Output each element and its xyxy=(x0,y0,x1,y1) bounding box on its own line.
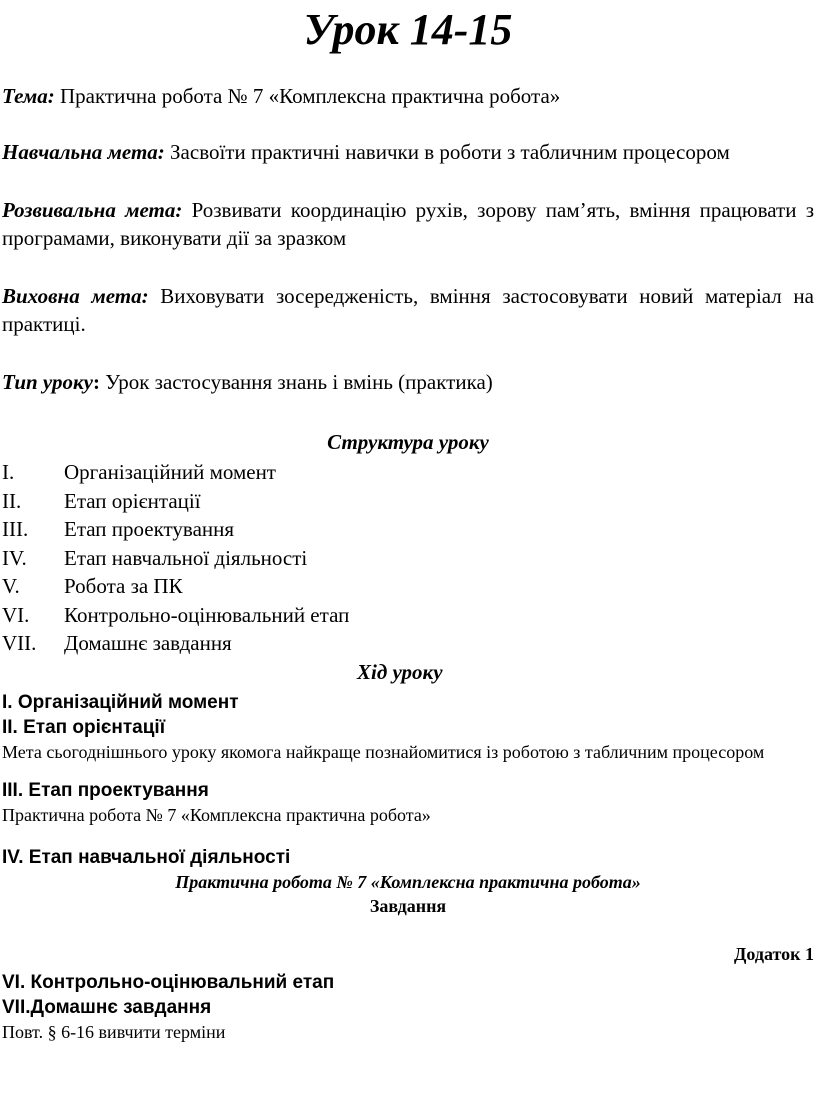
developmental-goal-paragraph xyxy=(2,196,814,252)
lesson-type-colon: : xyxy=(92,370,100,394)
list-item-number: VI. xyxy=(2,602,30,627)
section-3-heading: III. Етап проектування xyxy=(2,779,209,801)
section-1-heading: I. Організаційний момент xyxy=(2,691,239,713)
list-item-text: Домашнє завдання xyxy=(64,631,232,655)
list-item xyxy=(2,601,814,630)
structure-list xyxy=(2,458,814,658)
list-item-number: II. xyxy=(2,488,22,513)
upbringing-goal-text: Виховувати зосередженість, вміння застосовувати новий матеріал на практиці. xyxy=(2,284,814,336)
section-6-heading: VI. Контрольно-оцінювальний етап xyxy=(2,971,335,993)
list-item-number: I. xyxy=(2,460,15,484)
topic-text: Практична робота № 7 «Комплексна практична робота» xyxy=(54,84,561,108)
list-item-number: V. xyxy=(2,574,20,598)
list-item-text: Етап орієнтації xyxy=(64,488,201,513)
list-item-text: Робота за ПК xyxy=(64,574,183,598)
section-7-heading: VII.Домашнє завдання xyxy=(2,996,212,1018)
educational-goal-paragraph xyxy=(2,138,814,166)
developmental-goal-text: Розвивати координацію рухів, зорову пам’ять, вміння працювати з програмами, виконувати дії за зразком xyxy=(2,198,814,250)
section-3-text: Практична робота № 7 «Комплексна практична робота» xyxy=(2,804,431,825)
section-4-heading: IV. Етап навчальної діяльності xyxy=(2,846,291,868)
list-item xyxy=(2,458,814,487)
list-item xyxy=(2,515,814,544)
list-item-text: Організаційний момент xyxy=(64,460,276,484)
lesson-title: Урок 14-15 xyxy=(303,5,513,54)
educational-goal-text: Засвоїти практичні навички в роботи з табличним процесором xyxy=(164,140,730,164)
topic-label: Тема: xyxy=(2,84,55,108)
practical-work-title: Практична робота № 7 «Комплексна практична робота» xyxy=(175,871,641,892)
list-item-text: Контрольно-оцінювальний етап xyxy=(64,602,350,627)
upbringing-goal-label: Виховна мета: xyxy=(2,284,149,308)
list-item xyxy=(2,629,814,658)
lesson-flow-title: Хід уроку xyxy=(357,659,443,684)
section-2-heading: II. Етап орієнтації xyxy=(2,716,166,738)
list-item-text: Етап навчальної діяльності xyxy=(64,545,308,570)
list-item xyxy=(2,487,814,516)
section-2-text: Мета сьогоднішнього уроку якомога найкраще познайомитися із роботою з табличним процесором xyxy=(2,741,765,762)
list-item-text: Етап проектування xyxy=(64,517,235,541)
topic-paragraph xyxy=(2,82,814,110)
appendix-label: Додаток 1 xyxy=(734,943,814,964)
lesson-type-paragraph xyxy=(2,368,814,396)
list-item-number: IV. xyxy=(2,545,27,570)
list-item xyxy=(2,544,814,573)
developmental-goal-label: Розвивальна мета: xyxy=(2,198,183,222)
upbringing-goal-paragraph xyxy=(2,282,814,338)
list-item-number: VII. xyxy=(2,631,37,655)
educational-goal-label: Навчальна мета: xyxy=(2,140,165,164)
list-item-number: III. xyxy=(2,517,29,541)
section-7-text: Повт. § 6-16 вивчити терміни xyxy=(2,1021,226,1042)
lesson-type-text: Урок застосування знань і вмінь (практика) xyxy=(99,370,493,394)
list-item xyxy=(2,572,814,601)
task-heading: Завдання xyxy=(369,895,447,916)
structure-title: Структура уроку xyxy=(327,430,489,454)
lesson-type-label: Тип уроку xyxy=(2,370,93,394)
